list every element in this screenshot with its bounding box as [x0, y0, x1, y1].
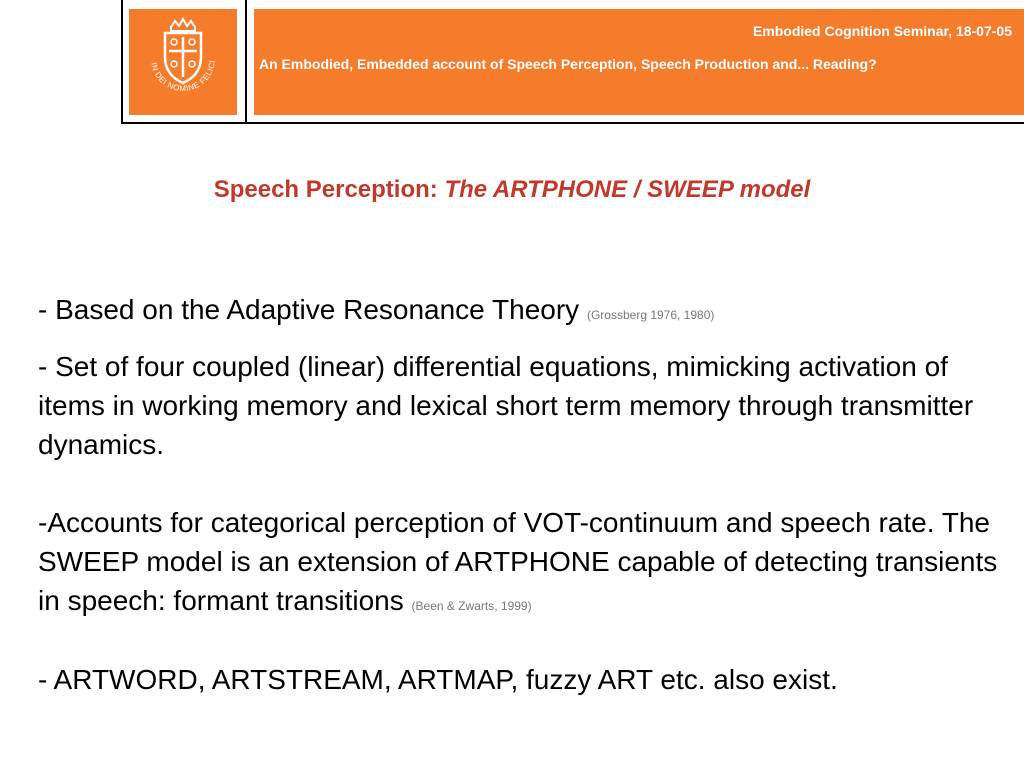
bullet-item [38, 660, 1018, 699]
bullet-citation: (Grossberg 1976, 1980) [586, 308, 715, 322]
slide-title-prefix: Speech Perception: [213, 176, 438, 203]
slide-title-italic: The ARTPHONE / SWEEP model [444, 176, 811, 203]
header-banner [254, 9, 1024, 115]
bullet-citation: (Been & Zwarts, 1999) [411, 599, 532, 613]
logo-motto: IN DEI NOMINE FELICI [149, 59, 217, 94]
bullet-item [38, 290, 1018, 335]
header-frame-left [121, 0, 123, 124]
crest-icon [129, 9, 237, 115]
header-frame-divider [245, 0, 247, 124]
bullet-text: - Based on the Adaptive Resonance Theory [38, 294, 580, 325]
bullet-text: - ARTWORD, ARTSTREAM, ARTMAP, fuzzy ART etc. also exist. [38, 664, 838, 695]
bullet-item [38, 503, 1018, 626]
header-frame-bottom [121, 122, 1024, 124]
bullet-text: -Accounts for categorical perception of VOT-continuum and speech rate. The SWEEP model is an extension of ARTPHONE capable of detecting transients in speech: formant transitions [38, 507, 998, 616]
seminar-title: Embodied Cognition Seminar, 18-07-05 [752, 23, 1012, 39]
university-logo [129, 9, 237, 115]
bullet-text: - Set of four coupled (linear) differential equations, mimicking activation of items in working memory and lexical short term memory through transmitter dynamics. [38, 351, 974, 460]
bullet-item [38, 347, 1018, 464]
slide-title [0, 176, 1024, 204]
presentation-subtitle: An Embodied, Embedded account of Speech Perception, Speech Production and... Reading? [259, 56, 877, 72]
